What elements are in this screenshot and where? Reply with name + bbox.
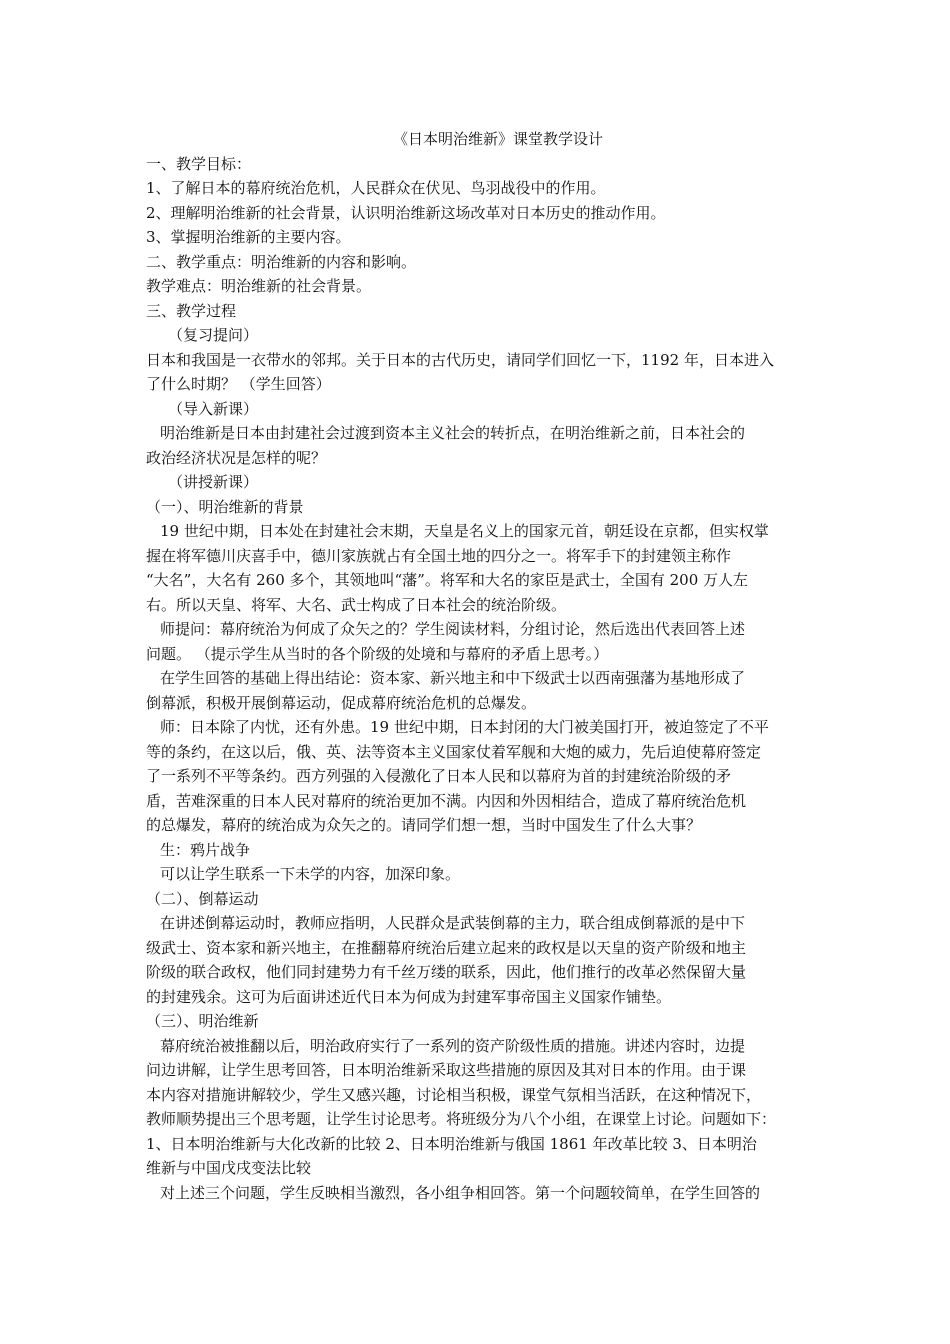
text-line: 问边讲解，让学生思考回答，日本明治维新采取这些措施的原因及其对日本的作用。由于课 <box>146 1061 747 1079</box>
section-heading: （三）、明治维新 <box>146 1012 259 1030</box>
text-line: 对上述三个问题，学生反映相当激烈，各小组争相回答。第一个问题较简单，在学生回答的 <box>160 1183 761 1202</box>
text-line: 生：鸦片战争 <box>160 840 251 859</box>
text-line: 政治经济状况是怎样的呢？ <box>146 448 327 467</box>
text-line: 教学难点：明治维新的社会背景。 <box>146 277 372 295</box>
subheading: （导入新课） <box>168 399 259 418</box>
text-line: “大名”，大名有 260 多个，其领地叫“藩”。将军和大名的家臣是武士，全国有 200 万人左 <box>146 571 749 589</box>
text-line: 19 世纪中期，日本处在封建社会末期，天皇是名义上的国家元首，朝廷设在京都，但实权掌 <box>160 522 769 540</box>
section-heading: （二）、倒幕运动 <box>146 889 259 908</box>
text-line: 师：日本除了内忧，还有外患。19 世纪中期，日本封闭的大门被美国打开，被迫签定了不平 <box>160 718 769 736</box>
section-heading: 三、教学过程 <box>146 301 237 320</box>
text-line: 在讲述倒幕运动时，教师应指明，人民群众是武装倒幕的主力，联合组成倒幕派的是中下 <box>160 914 746 932</box>
text-line: 3、掌握明治维新的主要内容。 <box>146 228 351 246</box>
text-line: 握在将军德川庆喜手中，德川家族就占有全国土地的四分之一。将军手下的封建领主称作 <box>146 546 732 565</box>
text-line: 问题。 （提示学生从当时的各个阶级的处境和与幕府的矛盾上思考。） <box>146 644 609 663</box>
text-line: 在学生回答的基础上得出结论：资本家、新兴地主和中下级武士以西南强藩为基地形成了 <box>160 669 746 687</box>
text-line: 级武士、资本家和新兴地主，在推翻幕府统治后建立起来的政权是以天皇的资产阶级和地主 <box>146 938 747 957</box>
text-line: 明治维新是日本由封建社会过渡到资本主义社会的转折点，在明治维新之前，日本社会的 <box>160 424 746 442</box>
text-line: 幕府统治被推翻以后，明治政府实行了一系列的资产阶级性质的措施。讲述内容时，边提 <box>160 1036 746 1055</box>
text-line: 1、日本明治维新与大化改新的比较 2、日本明治维新与俄国 1861 年改革比较 3、日本明治 <box>146 1134 757 1153</box>
text-line: 一、教学目标： <box>146 154 252 173</box>
text-line: 维新与中国戊戌变法比较 <box>146 1159 312 1177</box>
text-line: 1、了解日本的幕府统治危机，人民群众在伏见、鸟羽战役中的作用。 <box>146 179 606 197</box>
text-line: 倒幕派，积极开展倒幕运动，促成幕府统治危机的总爆发。 <box>146 693 537 712</box>
text-line: 的总爆发，幕府的统治成为众矢之的。请同学们想一想，当时中国发生了什么大事？ <box>146 816 702 834</box>
section-heading: （一）、明治维新的背景 <box>146 497 304 516</box>
text-line: 二、教学重点：明治维新的内容和影响。 <box>146 252 417 271</box>
text-line: 2、理解明治维新的社会背景，认识明治维新这场改革对日本历史的推动作用。 <box>146 203 666 222</box>
text-line: 可以让学生联系一下未学的内容，加深印象。 <box>160 865 461 883</box>
text-line: 右。所以天皇、将军、大名、武士构成了日本社会的统治阶级。 <box>146 595 567 614</box>
text-line: 的封建残余。这可为后面讲述近代日本为何成为封建军事帝国主义国家作铺垫。 <box>146 987 672 1006</box>
document-title: 《日本明治维新》课堂教学设计 <box>392 130 603 148</box>
text-line: 本内容对措施讲解较少，学生又感兴趣，讨论相当积极，课堂气氛相当活跃，在这种情况下， <box>146 1085 762 1104</box>
text-line: 教师顺势提出三个思考题，让学生讨论思考。将班级分为八个小组，在课堂上讨论。问题如下： <box>146 1110 777 1128</box>
text-line: 日本和我国是一衣带水的邻邦。关于日本的古代历史，请同学们回忆一下，1192 年，日本进入 <box>146 350 774 369</box>
subheading: （复习提问） <box>168 326 259 344</box>
text-line: 等的条约，在这以后，俄、英、法等资本主义国家仗着军舰和大炮的威力，先后迫使幕府签定 <box>146 742 762 761</box>
text-line: 了什么时期？ （学生回答） <box>146 375 331 393</box>
text-line: 师提问：幕府统治为何成了众矢之的？学生阅读材料，分组讨论，然后选出代表回答上述 <box>160 620 746 638</box>
text-line: 了一系列不平等条约。西方列强的入侵激化了日本人民和以幕府为首的封建统治阶级的矛 <box>146 767 732 785</box>
subheading: （讲授新课） <box>168 473 259 491</box>
text-line: 阶级的联合政权，他们同封建势力有千丝万缕的联系，因此，他们推行的改革必然保留大量 <box>146 963 747 981</box>
text-line: 盾，苦难深重的日本人民对幕府的统治更加不满。内因和外因相结合，造成了幕府统治危机 <box>146 791 747 810</box>
